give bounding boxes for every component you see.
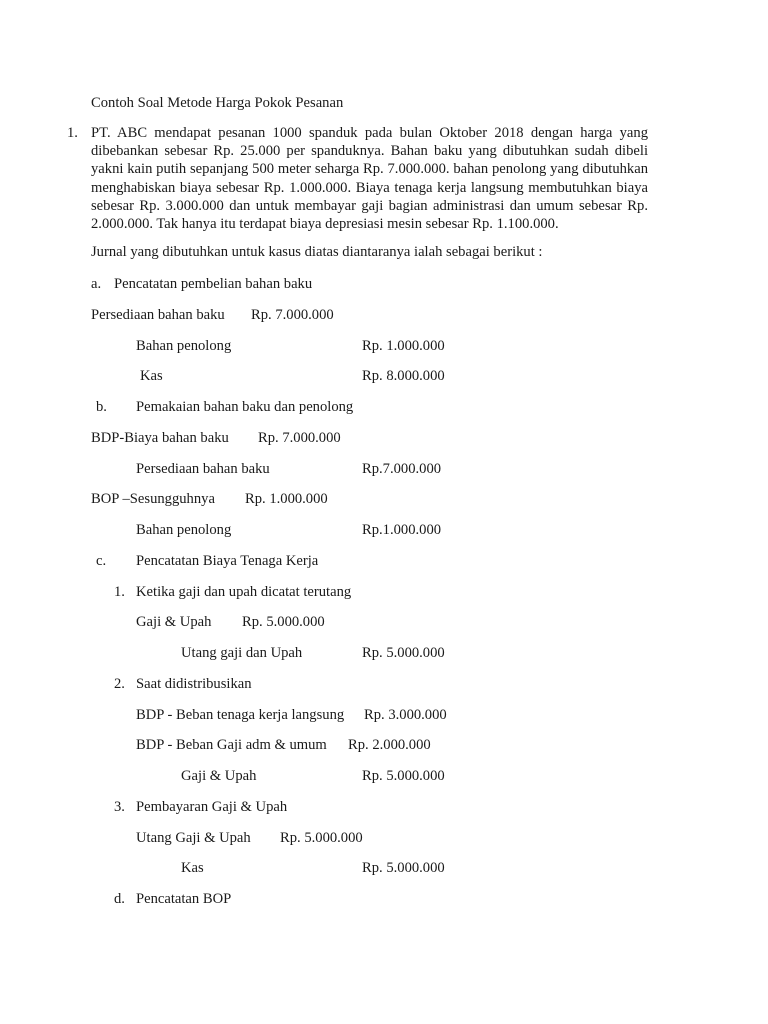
journal-credit-amount: Rp. 1.000.000 xyxy=(362,338,445,354)
journal-debit-amount: Rp. 7.000.000 xyxy=(251,307,334,323)
journal-credit-account: Gaji & Upah xyxy=(181,768,257,784)
journal-debit-account: BDP - Beban Gaji adm & umum xyxy=(136,737,327,753)
journal-debit-amount: Rp. 7.000.000 xyxy=(258,430,341,446)
section-c-heading: Pencatatan Biaya Tenaga Kerja xyxy=(136,553,319,569)
problem-line: dibebankan sebesar Rp. 25.000 per spanduknya. Bahan baku yang dibutuhkan sudah dibeli xyxy=(91,143,648,160)
step-2-marker: 2. xyxy=(114,676,125,692)
journal-debit-account: BDP - Beban tenaga kerja langsung xyxy=(136,707,345,723)
journal-debit-account: Persediaan bahan baku xyxy=(91,307,225,323)
journal-debit-account: Gaji & Upah xyxy=(136,614,212,630)
journal-debit-amount: Rp. 5.000.000 xyxy=(242,614,325,630)
journal-credit-account: Bahan penolong xyxy=(136,338,232,354)
journal-debit-account: BDP-Biaya bahan baku xyxy=(91,430,229,446)
problem-paragraph xyxy=(91,124,648,233)
problem-line: 2.000.000. Tak hanya itu terdapat biaya depresiasi mesin sebesar Rp. 1.100.000. xyxy=(91,216,559,233)
section-b-heading: Pemakaian bahan baku dan penolong xyxy=(136,399,354,415)
step-1-heading: Ketika gaji dan upah dicatat terutang xyxy=(136,584,352,600)
journal-debit-account: BOP –Sesungguhnya xyxy=(91,491,215,507)
journal-credit-amount: Rp. 5.000.000 xyxy=(362,645,445,661)
problem-line: menghabiskan biaya sebesar Rp. 1.000.000. Biaya tenaga kerja langsung membutuhkan biaya xyxy=(91,179,648,196)
step-3-heading: Pembayaran Gaji & Upah xyxy=(136,799,288,815)
problem-line: sebesar Rp. 3.000.000 dan untuk membayar gaji bagian administrasi dan umum sebesar Rp. xyxy=(91,197,648,214)
section-d-marker: d. xyxy=(114,891,125,907)
journal-credit-amount: Rp. 5.000.000 xyxy=(362,860,445,876)
journal-debit-amount: Rp. 2.000.000 xyxy=(348,737,431,753)
step-3-marker: 3. xyxy=(114,799,125,815)
problem-number: 1. xyxy=(67,125,78,141)
section-b-marker: b. xyxy=(96,399,107,415)
journal-credit-amount: Rp. 8.000.000 xyxy=(362,368,445,384)
journal-debit-amount: Rp. 5.000.000 xyxy=(280,830,363,846)
journal-debit-amount: Rp. 1.000.000 xyxy=(245,491,328,507)
journal-debit-amount: Rp. 3.000.000 xyxy=(364,707,447,723)
journal-credit-amount: Rp.7.000.000 xyxy=(362,461,442,477)
journal-credit-account: Persediaan bahan baku xyxy=(136,461,270,477)
section-a-marker: a. xyxy=(91,276,102,292)
journal-credit-amount: Rp. 5.000.000 xyxy=(362,768,445,784)
journal-debit-account: Utang Gaji & Upah xyxy=(136,830,251,846)
problem-line: yakni kain putih sepanjang 500 meter seharga Rp. 7.000.000. bahan penolong yang dibutuhkan xyxy=(91,161,648,178)
problem-line: PT. ABC mendapat pesanan 1000 spanduk pada bulan Oktober 2018 dengan harga yang xyxy=(91,125,648,141)
journal-credit-amount: Rp.1.000.000 xyxy=(362,522,442,538)
section-a-heading: Pencatatan pembelian bahan baku xyxy=(114,276,313,292)
step-1-marker: 1. xyxy=(114,584,125,600)
section-d-heading: Pencatatan BOP xyxy=(136,891,232,907)
step-2-heading: Saat didistribusikan xyxy=(136,676,252,692)
page-title: Contoh Soal Metode Harga Pokok Pesanan xyxy=(91,95,344,111)
intro-text: Jurnal yang dibutuhkan untuk kasus diatas diantaranya ialah sebagai berikut : xyxy=(91,244,543,260)
journal-credit-account: Bahan penolong xyxy=(136,522,232,538)
journal-credit-account: Kas xyxy=(140,368,163,384)
journal-credit-account: Kas xyxy=(181,860,204,876)
section-c-marker: c. xyxy=(96,553,107,569)
journal-credit-account: Utang gaji dan Upah xyxy=(181,645,303,661)
